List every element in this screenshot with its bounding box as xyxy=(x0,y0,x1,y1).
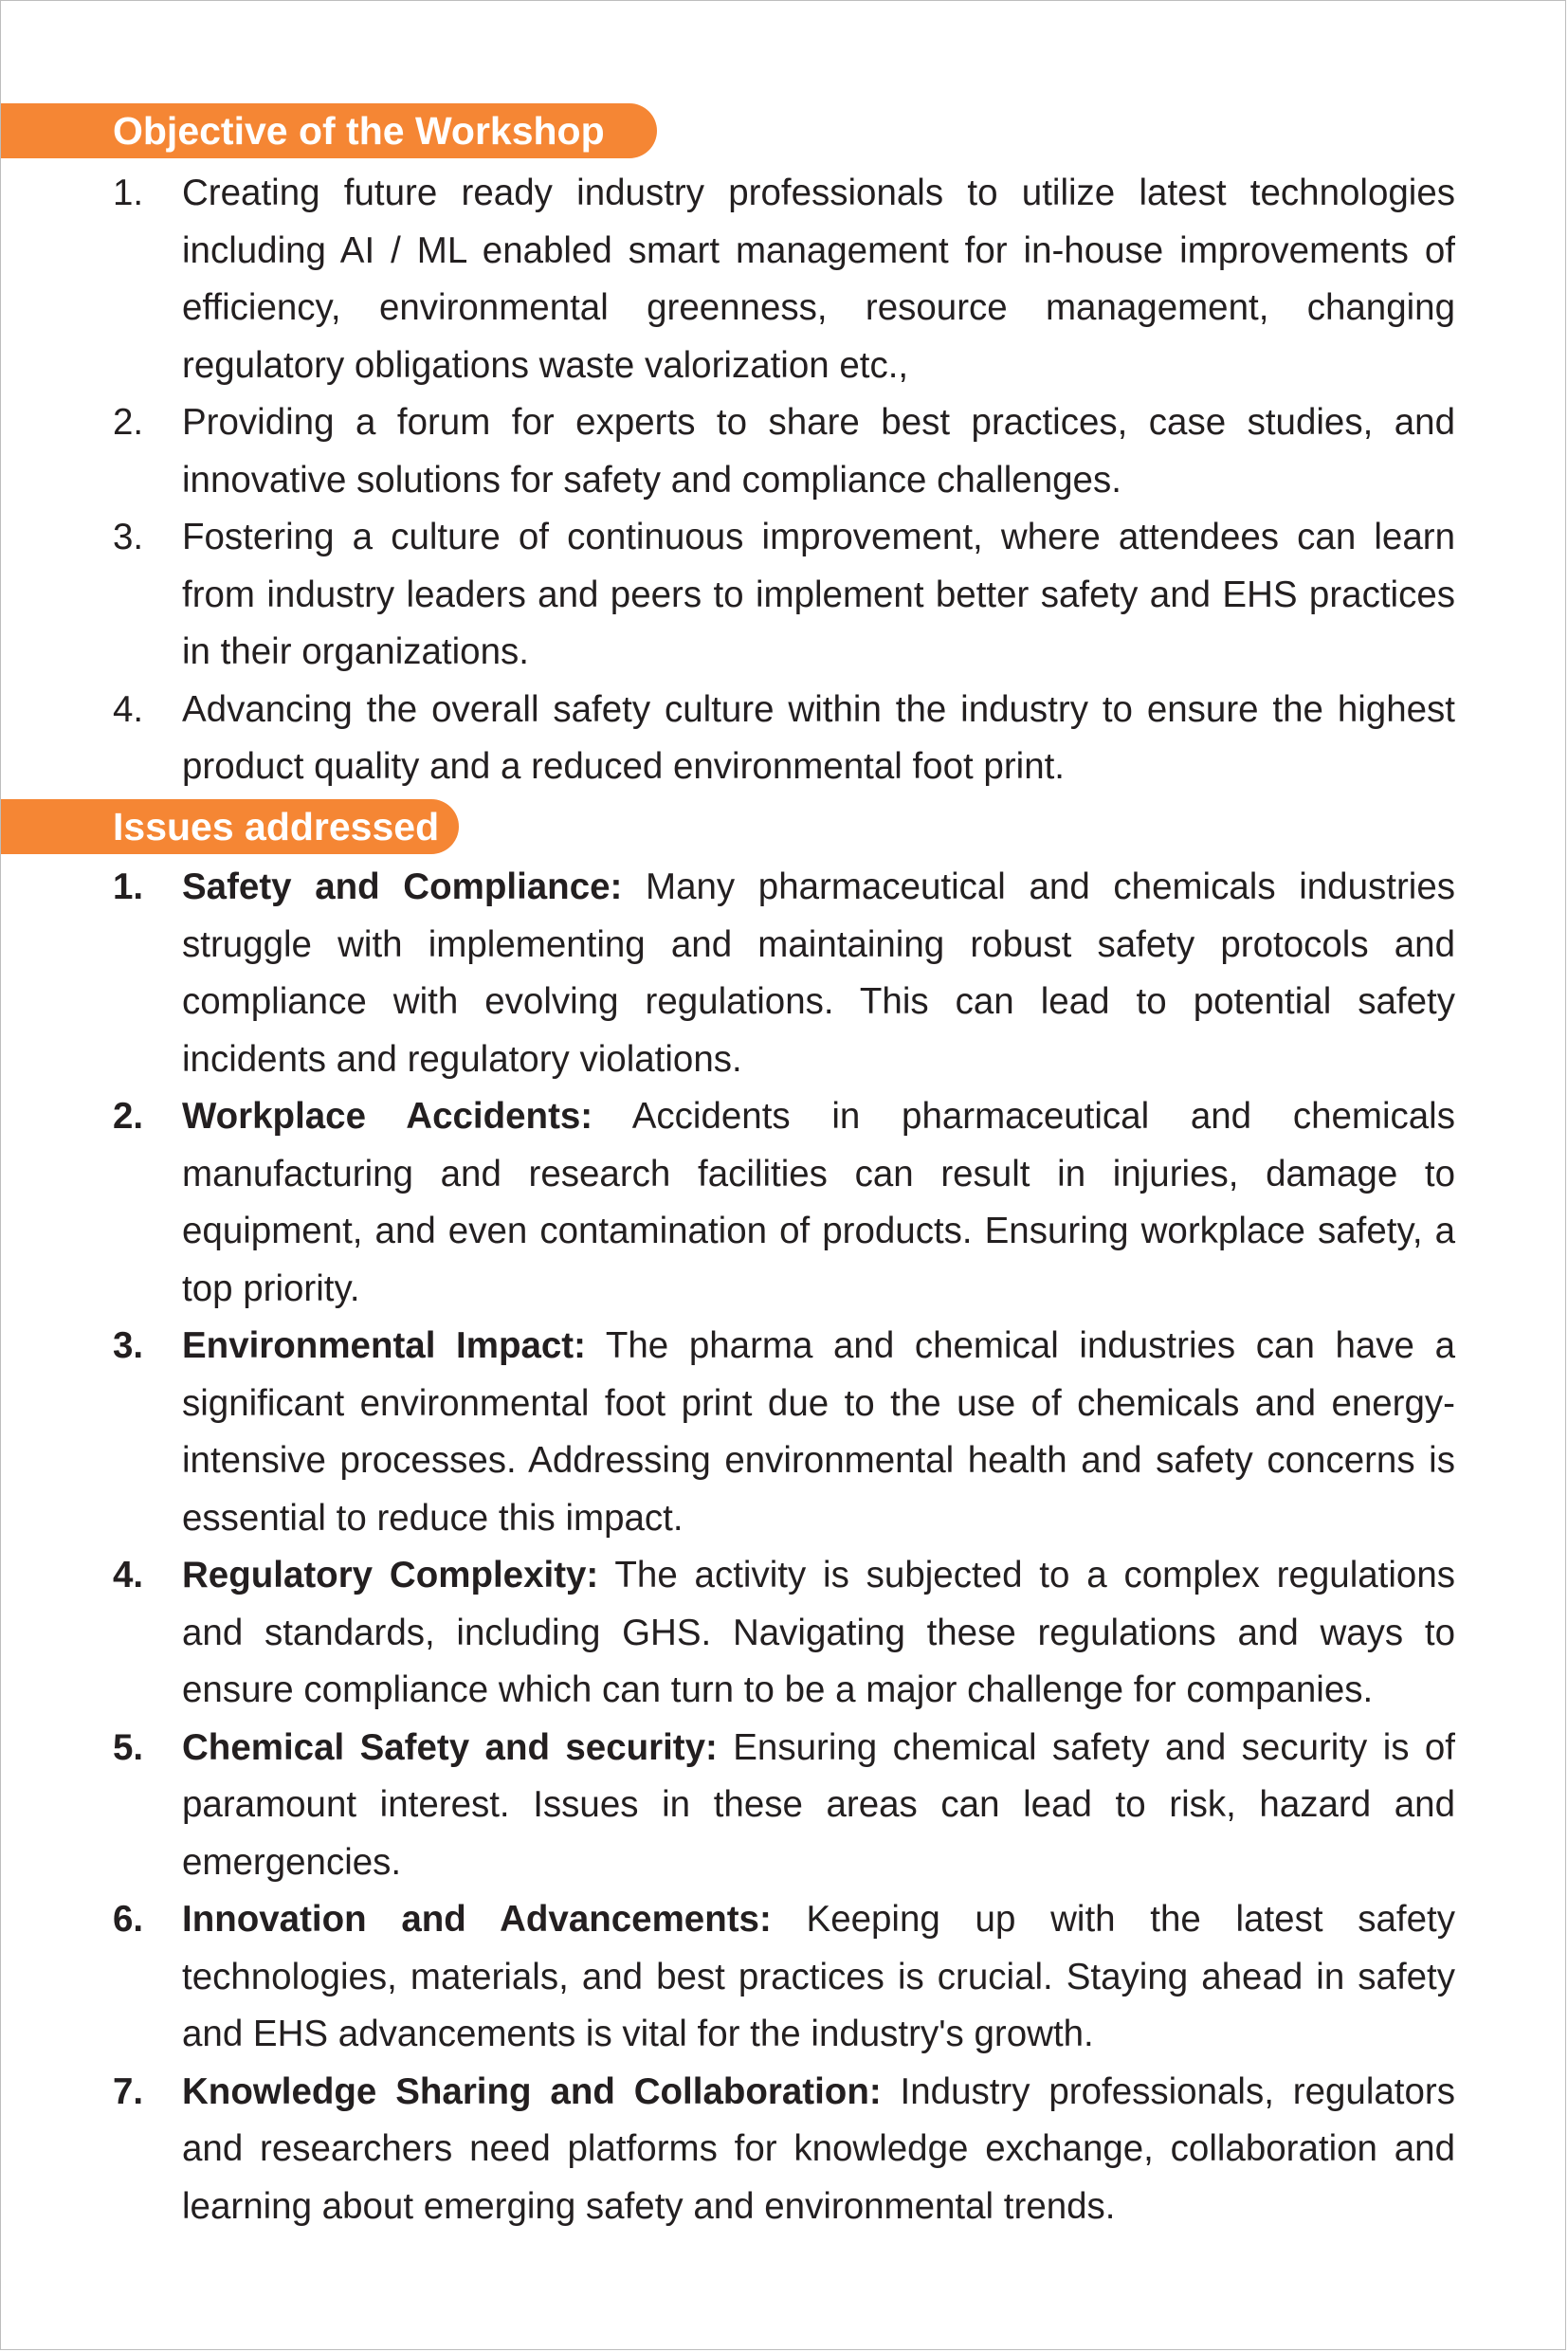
item-number: 3. xyxy=(113,1325,144,1366)
list-item xyxy=(113,2064,1455,2236)
list-item xyxy=(113,394,1455,509)
item-number: 6. xyxy=(113,1899,144,1940)
item-text: Fostering a culture of continuous improvement, where attendees can learn from industry leaders and peers to implement better safety and EHS practices in their organizations. xyxy=(182,517,1455,672)
item-title: Workplace Accidents: xyxy=(182,1096,593,1137)
item-title: Knowledge Sharing and Collaboration: xyxy=(182,2070,882,2112)
issues-heading: Issues addressed xyxy=(1,799,459,854)
objective-list xyxy=(113,165,1455,796)
item-title: Chemical Safety and security: xyxy=(182,1726,718,1768)
item-text: Creating future ready industry professionals to utilize latest technologies including AI / ML enabled smart management for in-house improvements of efficiency, environmental greenness, resource management, changing regulatory obligations waste valorization etc., xyxy=(182,173,1455,386)
item-title: Regulatory Complexity: xyxy=(182,1555,599,1595)
item-title: Innovation and Advancements: xyxy=(182,1899,772,1940)
item-text: Providing a forum for experts to share best practices, case studies, and innovative solutions for safety and compliance challenges. xyxy=(182,402,1455,501)
item-text: Ensuring chemical safety and security is of paramount interest. Issues in these areas can lead to risk, hazard and emergencies. xyxy=(182,1726,1455,1883)
item-number: 4. xyxy=(113,688,144,730)
list-item xyxy=(113,1318,1455,1547)
list-item xyxy=(113,1547,1455,1720)
item-number: 3. xyxy=(113,517,144,557)
list-item xyxy=(113,165,1455,394)
item-text: Industry professionals, regulators and researchers need platforms for knowledge exchange, collaboration and learning about emerging safety and environmental trends. xyxy=(182,2070,1455,2227)
item-number: 5. xyxy=(113,1726,144,1768)
item-number: 1. xyxy=(113,173,144,213)
item-text: Advancing the overall safety culture within the industry to ensure the highest product quality and a reduced environmental foot print. xyxy=(182,688,1455,787)
item-number: 7. xyxy=(113,2070,144,2112)
item-number: 4. xyxy=(113,1555,144,1595)
item-number: 2. xyxy=(113,402,144,443)
item-text: Accidents in pharmaceutical and chemicals manufacturing and research facilities can result in injuries, damage to equipment, and even contamination of products. Ensuring workplace safety, a top priority. xyxy=(182,1096,1455,1309)
list-item xyxy=(113,1891,1455,2064)
list-item xyxy=(113,1720,1455,1892)
issues-list xyxy=(113,859,1455,2235)
item-text: The pharma and chemical industries can have a significant environmental foot print due to the use of chemicals and energy-intensive processes. Addressing environmental health and safety concerns is essential to reduce this impact. xyxy=(182,1325,1455,1539)
item-number: 1. xyxy=(113,866,144,907)
item-number: 2. xyxy=(113,1096,144,1137)
item-text: Many pharmaceutical and chemicals industries struggle with implementing and maintaining robust safety protocols and compliance with evolving regulations. This can lead to potential safety incidents and regulatory violations. xyxy=(182,866,1455,1080)
item-title: Environmental Impact: xyxy=(182,1325,586,1366)
list-item xyxy=(113,509,1455,682)
item-text: Keeping up with the latest safety technologies, materials, and best practices is crucial. Staying ahead in safety and EHS advancements is vital for the industry's growth. xyxy=(182,1899,1455,2054)
list-item xyxy=(113,1088,1455,1318)
list-item xyxy=(113,682,1455,796)
objective-heading: Objective of the Workshop xyxy=(1,103,657,158)
item-title: Safety and Compliance: xyxy=(182,866,623,907)
list-item xyxy=(113,859,1455,1088)
item-text: The activity is subjected to a complex regulations and standards, including GHS. Navigating these regulations and ways to ensure compliance which can turn to be a major challenge for companies. xyxy=(182,1555,1455,1710)
